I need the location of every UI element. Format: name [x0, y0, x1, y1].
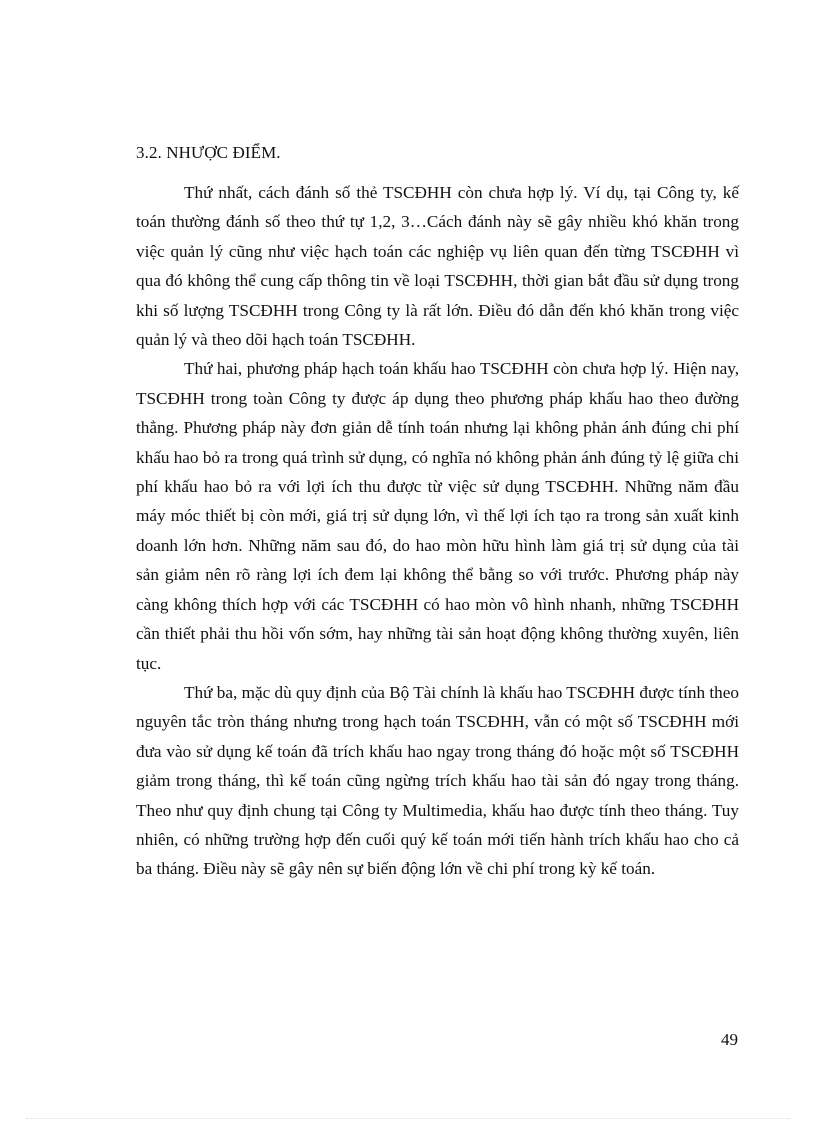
page-number: 49: [721, 1030, 738, 1049]
body-text: [136, 178, 739, 884]
paragraph-second-weakness: Thứ hai, phương pháp hạch toán khấu hao TSCĐHH còn chưa hợp lý. Hiện nay, TSCĐHH trong toàn Công ty được áp dụng theo phương pháp khấu hao theo đường thẳng. Phương pháp này đơn giản dễ tính toán nhưng lại không phản ánh đúng chi phí khấu hao bỏ ra trong quá trình sử dụng, có nghĩa nó không phản ánh đúng tỷ lệ giữa chi phí khấu hao bỏ ra với lợi ích thu được từ việc sử dụng TSCĐHH. Những năm đầu máy móc thiết bị còn mới, giá trị sử dụng lớn, vì thế lợi ích tạo ra trong sản xuất kinh doanh lớn hơn. Những năm sau đó, do hao mòn hữu hình làm giá trị sử dụng của tài sản giảm nên rõ ràng lợi ích đem lại không thể bằng so với trước. Phương pháp này càng không thích hợp với các TSCĐHH có hao mòn vô hình nhanh, những TSCĐHH cần thiết phải thu hồi vốn sớm, hay những tài sản hoạt động không thường xuyên, liên tục.: [136, 359, 739, 673]
section-heading: 3.2. NHƯỢC ĐIỂM.: [136, 143, 281, 162]
paragraph-third-weakness: Thứ ba, mặc dù quy định của Bộ Tài chính là khấu hao TSCĐHH được tính theo nguyên tắc tròn tháng nhưng trong hạch toán TSCĐHH, vẫn có một số TSCĐHH mới đưa vào sử dụng kế toán đã trích khấu hao ngay trong tháng đó hoặc một số TSCĐHH giảm trong tháng, thì kế toán cũng ngừng trích khấu hao tài sản đó ngay trong tháng. Theo như quy định chung tại Công ty Multimedia, khấu hao được tính theo tháng. Tuy nhiên, có những trường hợp đến cuối quý kế toán mới tiến hành trích khấu hao cho cả ba tháng. Điều này sẽ gây nên sự biến động lớn về chi phí trong kỳ kế toán.: [136, 682, 739, 879]
page-bottom-divider: [26, 1118, 790, 1119]
paragraph-first-weakness: Thứ nhất, cách đánh số thẻ TSCĐHH còn chưa hợp lý. Ví dụ, tại Công ty, kế toán thường đánh số theo thứ tự 1,2, 3…Cách đánh này sẽ gây nhiều khó khăn trong việc quản lý cũng như việc hạch toán các nghiệp vụ liên quan đến từng TSCĐHH vì qua đó không thể cung cấp thông tin về loại TSCĐHH, thời gian bắt đầu sử dụng trong khi số lượng TSCĐHH trong Công ty là rất lớn. Điều đó dẫn đến khó khăn trong việc quản lý và theo dõi hạch toán TSCĐHH.: [136, 183, 739, 350]
